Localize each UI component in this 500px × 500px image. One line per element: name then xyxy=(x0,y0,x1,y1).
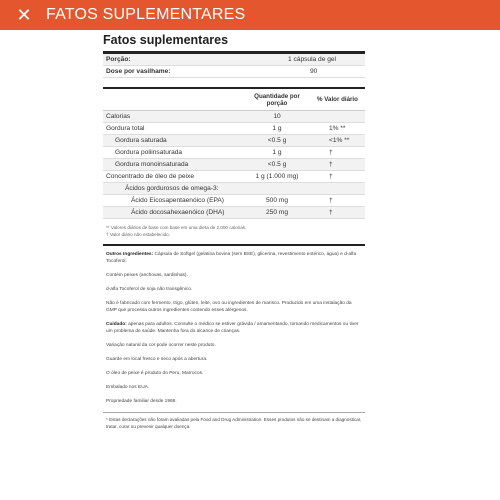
table-row: Gordura poliinsaturada 1 g † xyxy=(103,147,365,159)
tocopherol-note: d-alfa Tocoferol de soja não transgênico. xyxy=(106,287,193,292)
divider xyxy=(103,412,365,413)
table-row: Ácidos gordurosos de omega-3: xyxy=(103,183,365,195)
color-variation: Variação natural da cor pode ocorrer neste produto. xyxy=(106,343,216,348)
caution: Cuidado: apenas para adultos. Consulte o médico se estiver grávida / amamentando, tomando medicamentos ou tiver um problema de saúde. Mantenha fora do alcance de crianças. xyxy=(106,322,359,334)
table-row: Ácido Eicosapentaenóico (EPA) 500 mg † xyxy=(103,195,365,207)
col-daily-value: % Valor diário xyxy=(317,96,358,103)
supplement-facts-panel xyxy=(103,30,365,500)
table-row: Gordura monoinsaturada <0.5 g † xyxy=(103,159,365,171)
footnote-not-established: † Valor diário não estabelecido. xyxy=(106,232,171,237)
per-pack-row xyxy=(103,66,365,78)
bottled-note: Embalado nos EUA. xyxy=(106,385,150,390)
header-bar xyxy=(0,0,500,30)
serving-value: 1 cápsula de gel xyxy=(288,56,337,63)
table-row: Concentrado de óleo de peixe 1 g (1.000 mg) † xyxy=(103,171,365,183)
per-pack-value: 90 xyxy=(310,68,318,75)
other-ingredients: Outros Ingredientes: Cápsula de Softgel (gelatina bovina (sem BSE), glicerina, revestimento entérico, água) e d-alfa Tocoferol. xyxy=(106,252,357,264)
footnotes xyxy=(103,224,365,238)
page-title: FATOS SUPLEMENTARES xyxy=(46,6,246,23)
table-row: Ácido docosahexaenóico (DHA) 250 mg † xyxy=(103,207,365,219)
product-description xyxy=(103,251,365,405)
serving-label: Porção: xyxy=(106,56,131,63)
fda-disclaimer: * Estas declarações não foram avaliadas pela Food and Drug Administration. Esses produtos não se destinam a diagnosticar, tratar, curar ou prevenir qualquer doença. xyxy=(106,417,362,429)
footnote-daily-values: ** Valores diários de base com base em uma dieta de 2.000 calorias. xyxy=(106,225,247,230)
storage-note: Guarde em local fresco e seco após a abertura. xyxy=(106,357,208,362)
panel-title: Fatos suplementares xyxy=(103,33,229,47)
table-header xyxy=(103,87,365,111)
close-icon[interactable]: ✕ xyxy=(16,5,32,25)
table-row: Calorias 10 xyxy=(103,111,365,123)
family-note: Propriedade familiar desde 1968. xyxy=(106,399,177,404)
allergen-contains: Contém peixes (anchovas, sardinhas). xyxy=(106,273,188,278)
per-pack-label: Dose por vasilhame: xyxy=(106,68,171,75)
serving-row xyxy=(103,54,365,66)
divider xyxy=(103,244,365,246)
origin-note: O óleo de peixe é produto do Peru, Marrocos. xyxy=(106,371,204,376)
allergen-not-made: Não é fabricado com fermento, trigo, glúten, leite, ovo ou ingredientes de marisco. Produzido em uma instalação da GMP que processa outros ingredientes contendo esses alérgenos. xyxy=(106,301,352,313)
table-row: Gordura saturada <0.5 g <1% ** xyxy=(103,135,365,147)
table-row: Gordura total 1 g 1% ** xyxy=(103,123,365,135)
col-amount: Quantidade por porção xyxy=(254,92,300,107)
